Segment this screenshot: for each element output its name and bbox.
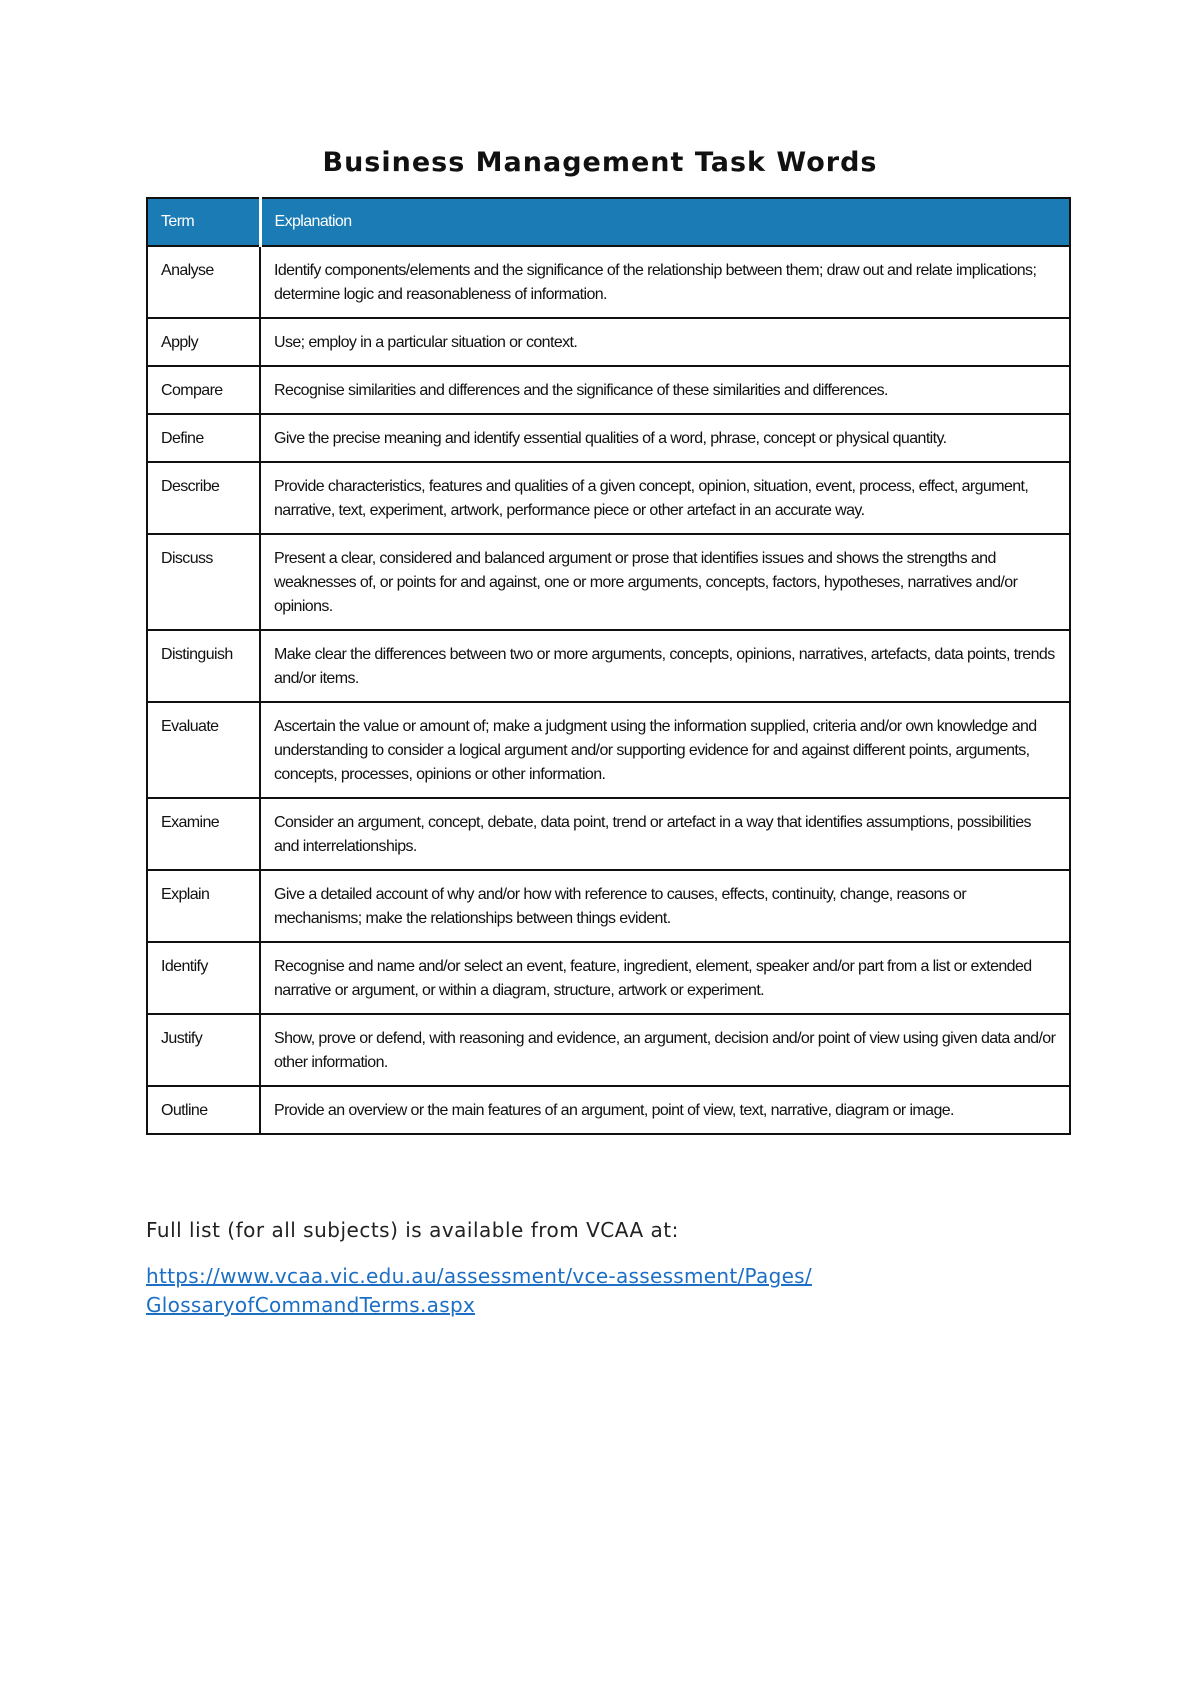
header-term: Term [147,198,260,246]
table-row [147,246,1070,318]
term-cell: Discuss [147,534,260,630]
explanation-cell: Present a clear, considered and balanced argument or prose that identifies issues and shows the strengths and weaknesses of, or points for and against, one or more arguments, concepts, factors, hypotheses, narratives and/or opinions. [260,534,1070,630]
explanation-cell: Consider an argument, concept, debate, data point, trend or artefact in a way that identifies assumptions, possibilities and interrelationships. [260,798,1070,870]
table-row [147,870,1070,942]
explanation-cell: Identify components/elements and the significance of the relationship between them; draw out and relate implications; determine logic and reasonableness of information. [260,246,1070,318]
explanation-cell: Recognise and name and/or select an event, feature, ingredient, element, speaker and/or part from a list or extended narrative or argument, or within a diagram, structure, artwork or experiment. [260,942,1070,1014]
footer-note: Full list (for all subjects) is available from VCAA at: [146,1218,679,1242]
link-line-1[interactable]: https://www.vcaa.vic.edu.au/assessment/vce-assessment/Pages/ [146,1264,812,1288]
term-cell: Justify [147,1014,260,1086]
table-row [147,798,1070,870]
explanation-cell: Ascertain the value or amount of; make a judgment using the information supplied, criteria and/or own knowledge and understanding to consider a logical argument and/or supporting evidence for and against different points, arguments, concepts, processes, opinions or other information. [260,702,1070,798]
explanation-cell: Make clear the differences between two or more arguments, concepts, opinions, narratives, artefacts, data points, trends and/or items. [260,630,1070,702]
table-row [147,366,1070,414]
table-row [147,630,1070,702]
table-row [147,318,1070,366]
explanation-cell: Show, prove or defend, with reasoning and evidence, an argument, decision and/or point of view using given data and/or other information. [260,1014,1070,1086]
table-header-row [147,198,1070,246]
task-words-table [146,197,1071,1135]
table-row [147,942,1070,1014]
term-cell: Analyse [147,246,260,318]
table-row [147,702,1070,798]
term-cell: Examine [147,798,260,870]
term-cell: Explain [147,870,260,942]
table-row [147,534,1070,630]
table-row [147,1086,1070,1134]
term-cell: Compare [147,366,260,414]
table-row [147,462,1070,534]
link-line-2[interactable]: GlossaryofCommandTerms.aspx [146,1293,476,1317]
term-cell: Describe [147,462,260,534]
vcaa-glossary-link[interactable] [146,1262,1046,1320]
explanation-cell: Provide characteristics, features and qualities of a given concept, opinion, situation, event, process, effect, argument, narrative, text, experiment, artwork, performance piece or other artefact in an accurate way. [260,462,1070,534]
term-cell: Define [147,414,260,462]
table-body [147,246,1070,1134]
table-row [147,414,1070,462]
term-cell: Apply [147,318,260,366]
page-title: Business Management Task Words [322,147,878,178]
table-row [147,1014,1070,1086]
term-cell: Identify [147,942,260,1014]
explanation-cell: Use; employ in a particular situation or context. [260,318,1070,366]
header-explanation: Explanation [260,198,1070,246]
explanation-cell: Recognise similarities and differences and the significance of these similarities and differences. [260,366,1070,414]
explanation-cell: Give a detailed account of why and/or how with reference to causes, effects, continuity, change, reasons or mechanisms; make the relationships between things evident. [260,870,1070,942]
explanation-cell: Give the precise meaning and identify essential qualities of a word, phrase, concept or physical quantity. [260,414,1070,462]
explanation-cell: Provide an overview or the main features of an argument, point of view, text, narrative, diagram or image. [260,1086,1070,1134]
term-cell: Evaluate [147,702,260,798]
term-cell: Outline [147,1086,260,1134]
term-cell: Distinguish [147,630,260,702]
